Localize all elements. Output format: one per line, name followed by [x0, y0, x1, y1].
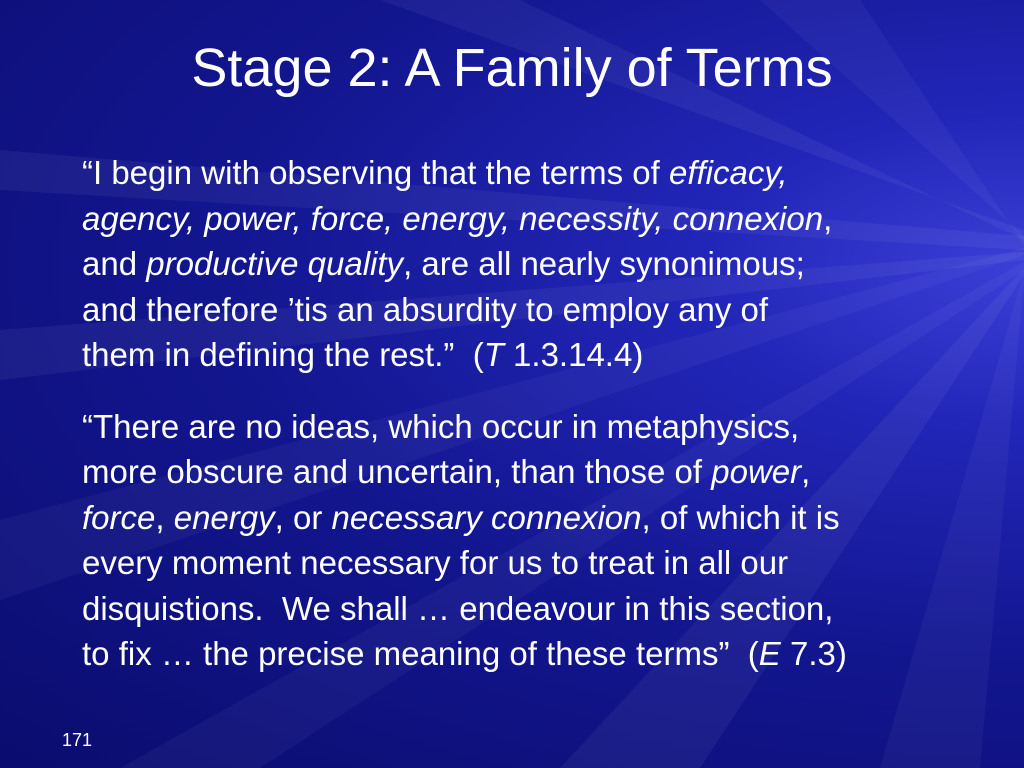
quote-line	[82, 241, 982, 287]
emphasized-text: energy	[173, 498, 275, 536]
text-segment: , of which it is	[641, 498, 840, 536]
emphasized-text: force	[82, 498, 156, 536]
quote-paragraph	[82, 404, 982, 677]
text-segment: disquistions. We shall … endeavour in this section,	[82, 589, 834, 627]
emphasized-text: agency, power, force, energy, necessity, connexion	[82, 199, 824, 237]
quote-line	[82, 540, 982, 586]
text-segment: 1.3.14.4)	[503, 336, 644, 373]
text-segment: “I begin with observing that the terms of	[82, 154, 669, 191]
text-segment: , or	[274, 498, 332, 536]
text-segment: every moment necessary for us to treat in all our	[82, 544, 789, 581]
emphasized-text: T	[483, 336, 504, 373]
quote-body	[82, 150, 982, 677]
quote-paragraph	[82, 150, 982, 378]
emphasized-text: productive quality	[146, 245, 404, 282]
text-segment: to fix … the precise meaning of these terms” (	[82, 635, 759, 672]
text-segment: ,	[823, 199, 833, 237]
quote-line	[82, 196, 982, 242]
text-segment: , are all nearly synonimous;	[403, 245, 805, 282]
quote-line	[82, 404, 982, 450]
emphasized-text: efficacy,	[668, 154, 788, 191]
quote-line	[82, 449, 982, 495]
emphasized-text: necessary connexion	[331, 498, 642, 536]
quote-line	[82, 495, 982, 541]
slide-title: Stage 2: A Family of Terms	[191, 38, 833, 98]
text-segment: “There are no ideas, which occur in metaphysics,	[82, 407, 800, 445]
text-segment: and therefore ’tis an absurdity to employ any of	[82, 290, 769, 328]
quote-line	[82, 287, 982, 333]
text-segment: 7.3)	[780, 635, 847, 672]
emphasized-text: power	[711, 453, 802, 490]
quote-line	[82, 332, 982, 378]
quote-line	[82, 150, 982, 196]
text-segment: ,	[801, 453, 811, 490]
emphasized-text: E	[758, 635, 781, 672]
quote-line	[82, 586, 982, 632]
quote-line	[82, 631, 982, 677]
text-segment: more obscure and uncertain, than those of	[82, 453, 712, 490]
text-segment: and	[82, 245, 147, 282]
page-number: 171	[62, 730, 93, 750]
text-segment: ,	[155, 498, 174, 536]
text-segment: them in defining the rest.” (	[82, 336, 484, 373]
